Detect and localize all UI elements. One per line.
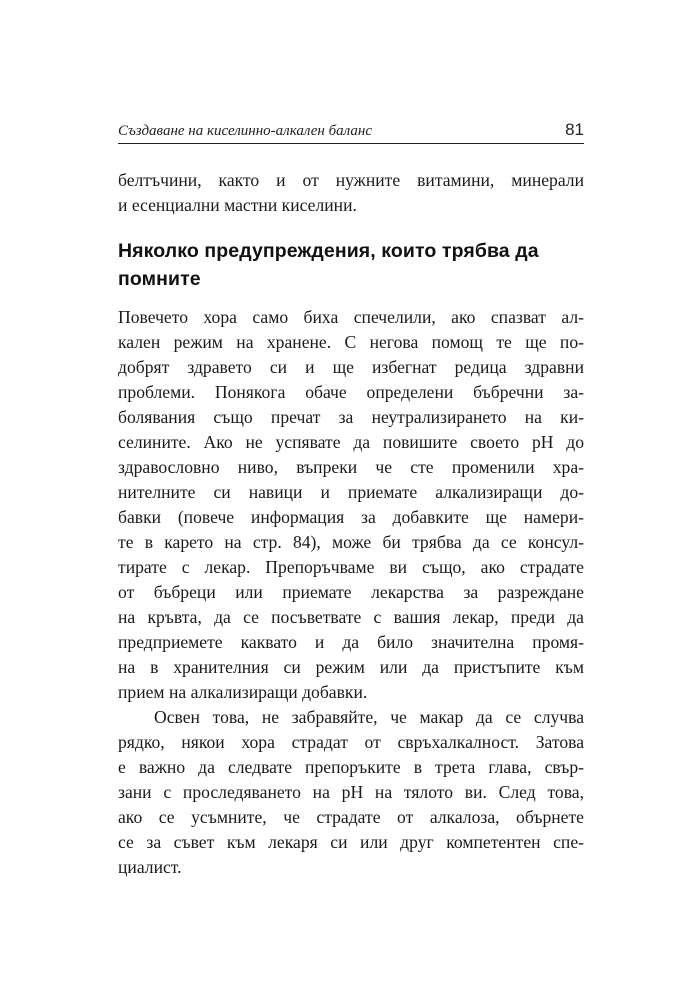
paragraph-line: селините. Ако не успявате да повишите своето pH до (118, 432, 584, 452)
paragraph-line: кален режим на хранене. С негова помощ те ще по- (118, 332, 584, 352)
paragraph-line: предприемете каквато и да било значителна промя- (118, 632, 584, 652)
paragraph-line: здравословно ниво, въпреки че сте променили хра- (118, 457, 584, 477)
paragraph-line: на кръвта, да се посъветвате с вашия лекар, преди да (118, 607, 584, 627)
paragraph-line: те в карето на стр. 84), може би трябва да се консул- (118, 532, 584, 552)
paragraph-line: рядко, някои хора страдат от свръхалкалност. Затова (118, 732, 584, 752)
intro-paragraph (118, 168, 584, 218)
paragraph-line: и есенциални мастни киселини. (118, 195, 357, 215)
paragraph-line: добрят здравето си и ще избегнат редица здравни (118, 357, 584, 377)
paragraph-line: тирате с лекар. Препоръчваме ви също, ако страдате (118, 557, 584, 577)
page-body (118, 168, 584, 880)
section-paragraph-2 (118, 705, 584, 880)
paragraph-line: зани с проследяването на pH на тялото ви. След това, (118, 782, 584, 802)
paragraph-line: Повечето хора само биха спечелили, ако спазват ал- (118, 307, 584, 327)
running-title: Създаване на киселинно-алкален баланс (118, 123, 372, 139)
paragraph-line: прием на алкализиращи добавки. (118, 682, 368, 702)
paragraph-line: ако се усъмните, че страдате от алкалоза, обърнете (118, 807, 584, 827)
heading-line: помните (118, 268, 201, 290)
paragraph-line: е важно да следвате препоръките в трета глава, свър- (118, 757, 584, 777)
paragraph-line: на в хранителния си режим или да пристъпите към (118, 657, 584, 677)
paragraph-line: проблеми. Понякога обаче определени бъбречни за- (118, 382, 584, 402)
paragraph-line: от бъбреци или приемате лекарства за разреждане (118, 582, 584, 602)
paragraph-line: белтъчини, както и от нужните витамини, минерали (118, 170, 584, 190)
paragraph-line: се за съвет към лекаря си или друг компетентен спе- (118, 832, 584, 852)
paragraph-line: Освен това, не забравяйте, че макар да се случва (154, 707, 584, 727)
section-paragraph-1 (118, 305, 584, 705)
paragraph-line: болявания също пречат за неутрализирането на ки- (118, 407, 584, 427)
page-number: 81 (565, 120, 584, 139)
section-heading (118, 237, 584, 293)
heading-line: Няколко предупреждения, които трябва да (118, 240, 539, 262)
paragraph-line: бавки (повече информация за добавките ще намери- (118, 507, 584, 527)
paragraph-line: нителните си навици и приемате алкализиращи до- (118, 482, 584, 502)
running-header (118, 121, 584, 144)
paragraph-line: циалист. (118, 857, 182, 877)
